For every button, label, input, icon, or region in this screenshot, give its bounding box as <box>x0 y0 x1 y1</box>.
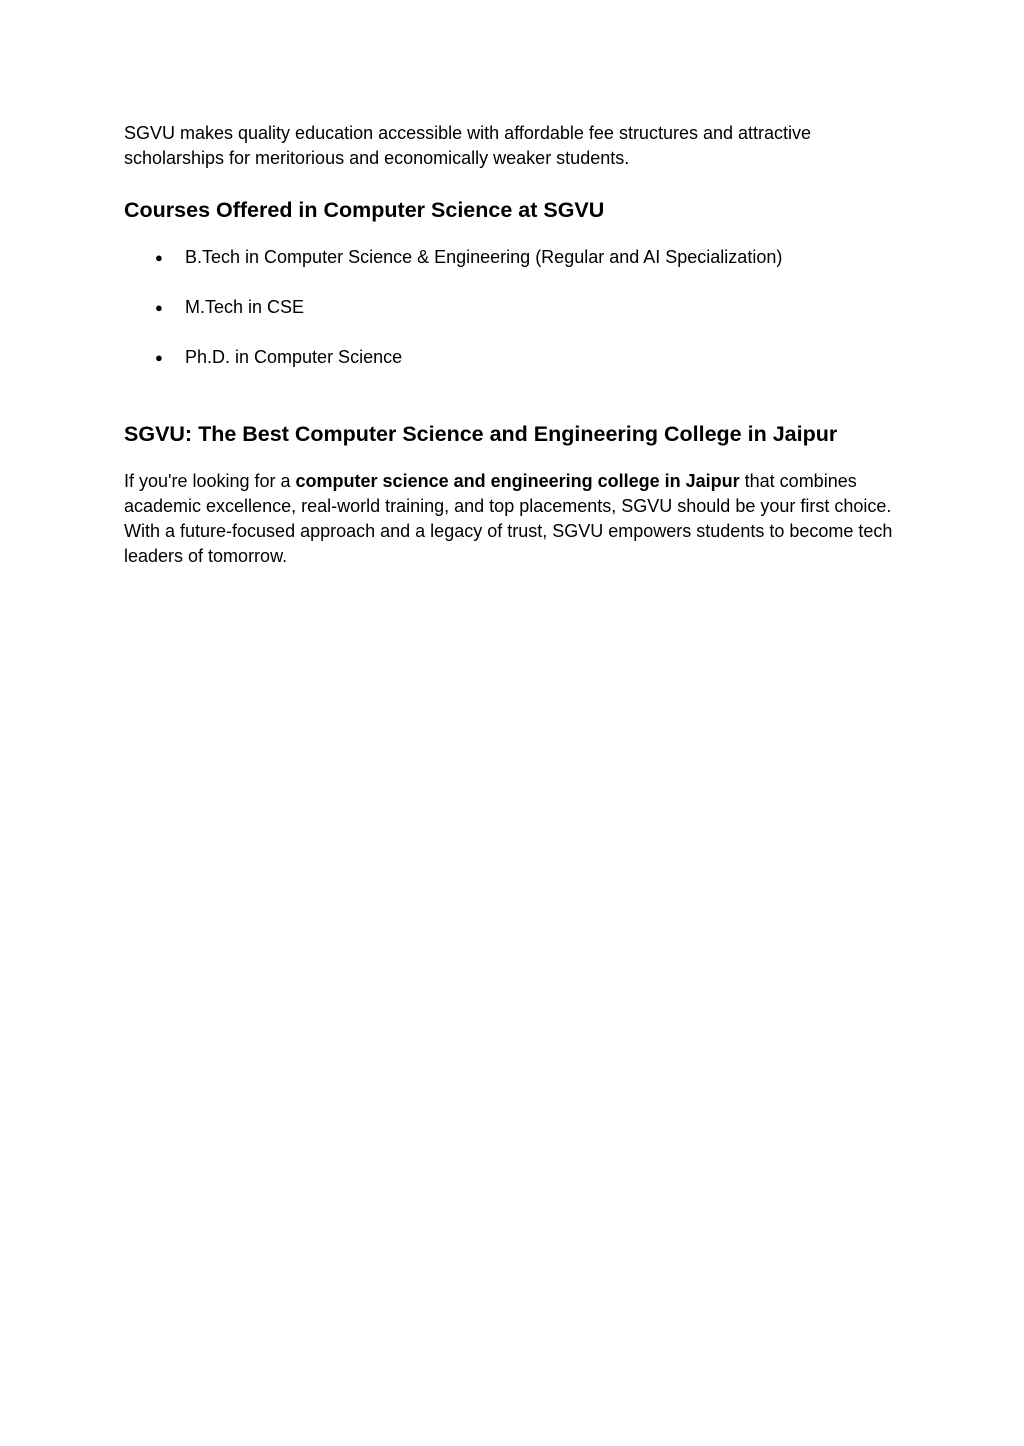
list-item-text: B.Tech in Computer Science & Engineering (Regular and AI Specialization) <box>185 247 783 267</box>
list-item <box>124 295 904 320</box>
intro-paragraph: SGVU makes quality education accessible with affordable fee structures and attractive scholarships for meritorious and economically weaker students. <box>124 123 812 168</box>
closing-text-bold: computer science and engineering college in Jaipur <box>295 471 740 491</box>
document-page <box>124 121 904 569</box>
list-item <box>124 245 904 270</box>
bullet-icon: ● <box>155 350 163 365</box>
list-item-text: Ph.D. in Computer Science <box>185 347 403 367</box>
best-college-heading: SGVU: The Best Computer Science and Engineering College in Jaipur <box>124 422 838 446</box>
list-item-text: M.Tech in CSE <box>185 297 305 317</box>
bullet-icon: ● <box>155 300 163 315</box>
closing-text-start: If you're looking for a <box>124 471 296 491</box>
bullet-icon: ● <box>155 250 163 265</box>
list-item <box>124 345 904 370</box>
closing-paragraph <box>124 469 904 569</box>
closing-text-end: that combines academic excellence, real-world training, and top placements, SGVU should be your first choice. With a future-focused approach and a legacy of trust, SGVU empowers students to become tech leaders of tomorrow. <box>124 471 893 566</box>
courses-list <box>124 245 904 370</box>
courses-heading: Courses Offered in Computer Science at SGVU <box>124 198 605 222</box>
